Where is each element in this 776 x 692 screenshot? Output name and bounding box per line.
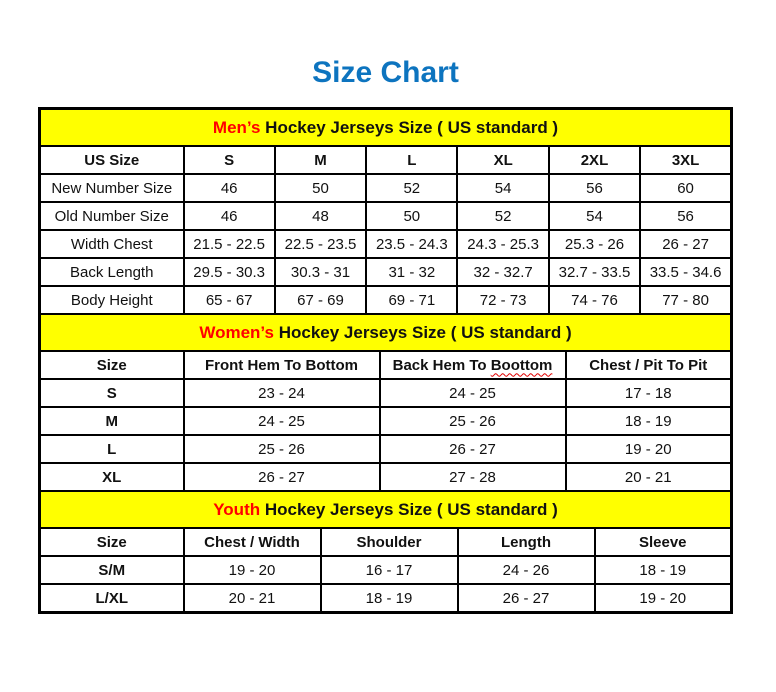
table-row bbox=[40, 379, 732, 407]
value-cell: 18 - 19 bbox=[566, 407, 732, 435]
mens-header-row bbox=[40, 146, 732, 174]
value-cell: 21.5 - 22.5 bbox=[184, 230, 275, 258]
value-cell: 24 - 25 bbox=[184, 407, 380, 435]
value-cell: 56 bbox=[640, 202, 731, 230]
value-cell: 74 - 76 bbox=[549, 286, 640, 314]
column-header-cell: Size bbox=[40, 351, 184, 379]
value-cell: 52 bbox=[366, 174, 457, 202]
youth-section-title bbox=[40, 492, 732, 528]
row-label-cell: L/XL bbox=[40, 584, 184, 613]
row-label-cell: New Number Size bbox=[40, 174, 184, 202]
row-label-cell: Old Number Size bbox=[40, 202, 184, 230]
value-cell: 33.5 - 34.6 bbox=[640, 258, 731, 286]
value-cell: 72 - 73 bbox=[457, 286, 548, 314]
youth-section-title-rest: Hockey Jerseys Size ( US standard ) bbox=[260, 499, 558, 519]
womens-section-title-rest: Hockey Jerseys Size ( US standard ) bbox=[273, 322, 572, 342]
column-header-text: Back Hem To bbox=[392, 356, 491, 374]
column-header-cell: Shoulder bbox=[321, 528, 458, 556]
youth-section-header-row bbox=[40, 492, 732, 528]
value-cell: 32.7 - 33.5 bbox=[549, 258, 640, 286]
value-cell: 52 bbox=[457, 202, 548, 230]
value-cell: 26 - 27 bbox=[640, 230, 731, 258]
column-header-cell: L bbox=[366, 146, 457, 174]
value-cell: 56 bbox=[549, 174, 640, 202]
column-header-cell: Chest / Width bbox=[184, 528, 321, 556]
value-cell: 16 - 17 bbox=[321, 556, 458, 584]
size-chart-tables bbox=[38, 107, 733, 614]
youth-header-row bbox=[40, 528, 732, 556]
column-header-cell: US Size bbox=[40, 146, 184, 174]
table-row bbox=[40, 286, 732, 314]
page-title: Size Chart bbox=[312, 56, 459, 89]
column-header-cell bbox=[380, 351, 566, 379]
value-cell: 69 - 71 bbox=[366, 286, 457, 314]
value-cell: 54 bbox=[457, 174, 548, 202]
value-cell: 30.3 - 31 bbox=[275, 258, 366, 286]
size-chart-page bbox=[38, 0, 733, 614]
column-header-cell: Sleeve bbox=[595, 528, 732, 556]
value-cell: 19 - 20 bbox=[566, 435, 732, 463]
value-cell: 23 - 24 bbox=[184, 379, 380, 407]
youth-size-table bbox=[38, 492, 733, 614]
table-row bbox=[40, 435, 732, 463]
table-row bbox=[40, 556, 732, 584]
mens-section-title bbox=[40, 109, 732, 147]
mens-size-table bbox=[38, 107, 733, 315]
column-header-cell: Length bbox=[458, 528, 595, 556]
womens-section-title bbox=[40, 315, 732, 351]
row-label-cell: S bbox=[40, 379, 184, 407]
table-row bbox=[40, 230, 732, 258]
value-cell: 46 bbox=[184, 174, 275, 202]
column-header-cell: Chest / Pit To Pit bbox=[566, 351, 732, 379]
column-header-cell: M bbox=[275, 146, 366, 174]
row-label-cell: Width Chest bbox=[40, 230, 184, 258]
table-row bbox=[40, 202, 732, 230]
row-label-cell: Back Length bbox=[40, 258, 184, 286]
womens-size-table bbox=[38, 315, 733, 492]
value-cell: 24 - 26 bbox=[458, 556, 595, 584]
value-cell: 27 - 28 bbox=[380, 463, 566, 491]
column-header-cell: 3XL bbox=[640, 146, 731, 174]
misspelled-word: Boottom bbox=[490, 356, 553, 374]
table-row bbox=[40, 463, 732, 491]
value-cell: 22.5 - 23.5 bbox=[275, 230, 366, 258]
value-cell: 60 bbox=[640, 174, 731, 202]
column-header-cell: 2XL bbox=[549, 146, 640, 174]
table-row bbox=[40, 174, 732, 202]
value-cell: 50 bbox=[366, 202, 457, 230]
womens-section-title-highlight: Women’s bbox=[199, 322, 274, 342]
value-cell: 25 - 26 bbox=[380, 407, 566, 435]
youth-section-title-highlight: Youth bbox=[213, 499, 261, 519]
mens-section-header-row bbox=[40, 109, 732, 147]
value-cell: 25.3 - 26 bbox=[549, 230, 640, 258]
value-cell: 67 - 69 bbox=[275, 286, 366, 314]
value-cell: 20 - 21 bbox=[184, 584, 321, 613]
value-cell: 48 bbox=[275, 202, 366, 230]
column-header-cell: S bbox=[184, 146, 275, 174]
value-cell: 24.3 - 25.3 bbox=[457, 230, 548, 258]
value-cell: 46 bbox=[184, 202, 275, 230]
value-cell: 26 - 27 bbox=[380, 435, 566, 463]
value-cell: 77 - 80 bbox=[640, 286, 731, 314]
table-row bbox=[40, 258, 732, 286]
row-label-cell: XL bbox=[40, 463, 184, 491]
value-cell: 50 bbox=[275, 174, 366, 202]
column-header-cell: Front Hem To Bottom bbox=[184, 351, 380, 379]
value-cell: 19 - 20 bbox=[595, 584, 732, 613]
value-cell: 17 - 18 bbox=[566, 379, 732, 407]
row-label-cell: M bbox=[40, 407, 184, 435]
value-cell: 65 - 67 bbox=[184, 286, 275, 314]
womens-header-row bbox=[40, 351, 732, 379]
value-cell: 19 - 20 bbox=[184, 556, 321, 584]
row-label-cell: L bbox=[40, 435, 184, 463]
value-cell: 29.5 - 30.3 bbox=[184, 258, 275, 286]
mens-section-title-rest: Hockey Jerseys Size ( US standard ) bbox=[260, 117, 559, 137]
table-row bbox=[40, 584, 732, 613]
column-header-cell: XL bbox=[457, 146, 548, 174]
value-cell: 26 - 27 bbox=[184, 463, 380, 491]
value-cell: 18 - 19 bbox=[595, 556, 732, 584]
womens-section-header-row bbox=[40, 315, 732, 351]
value-cell: 20 - 21 bbox=[566, 463, 732, 491]
value-cell: 23.5 - 24.3 bbox=[366, 230, 457, 258]
value-cell: 54 bbox=[549, 202, 640, 230]
table-row bbox=[40, 407, 732, 435]
column-header-cell: Size bbox=[40, 528, 184, 556]
value-cell: 24 - 25 bbox=[380, 379, 566, 407]
value-cell: 32 - 32.7 bbox=[457, 258, 548, 286]
value-cell: 25 - 26 bbox=[184, 435, 380, 463]
value-cell: 18 - 19 bbox=[321, 584, 458, 613]
mens-section-title-highlight: Men’s bbox=[212, 117, 261, 137]
row-label-cell: Body Height bbox=[40, 286, 184, 314]
value-cell: 31 - 32 bbox=[366, 258, 457, 286]
value-cell: 26 - 27 bbox=[458, 584, 595, 613]
row-label-cell: S/M bbox=[40, 556, 184, 584]
